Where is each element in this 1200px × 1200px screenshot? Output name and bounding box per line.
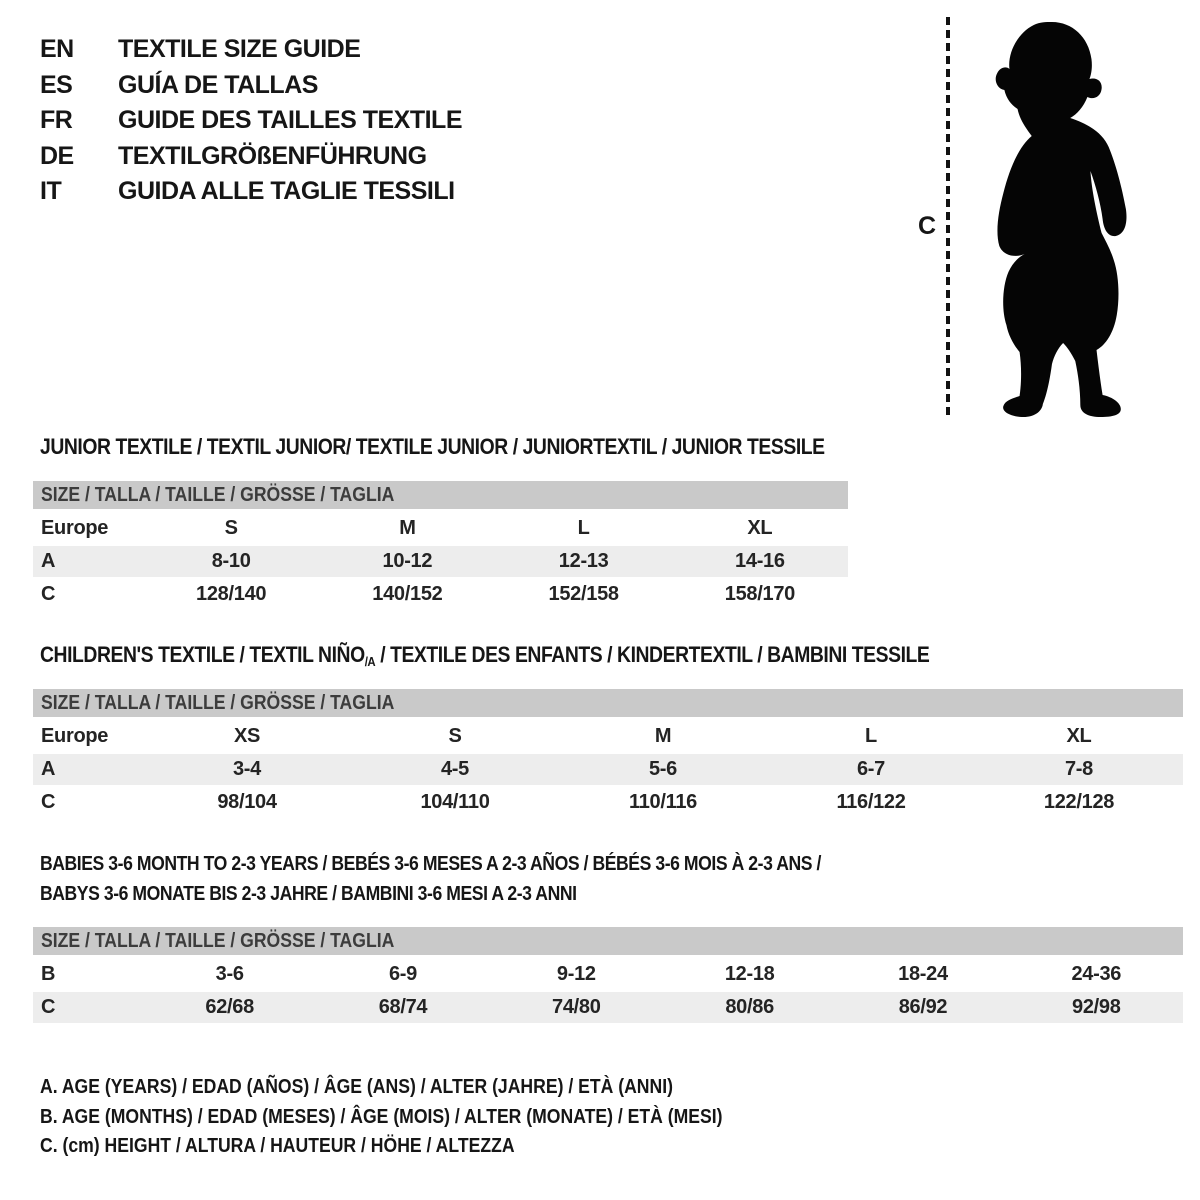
table-cell: 12-18	[724, 963, 775, 985]
size-header-text: SIZE / TALLA / TAILLE / GRÖSSE / TAGLIA	[41, 691, 395, 714]
language-list	[40, 32, 462, 210]
row-label: B	[41, 963, 56, 985]
table-cell: 68/74	[378, 996, 428, 1018]
children-table	[33, 689, 1183, 820]
size-header-text: SIZE / TALLA / TAILLE / GRÖSSE / TAGLIA	[41, 483, 395, 506]
legend-line-c	[40, 1132, 816, 1162]
table-cell: 6-7	[856, 758, 885, 780]
table-cell: 122/128	[1043, 791, 1115, 813]
table-row	[33, 721, 1183, 752]
children-title-prefix: CHILDREN'S TEXTILE / TEXTIL NIÑO	[40, 642, 365, 667]
junior-title-text: JUNIOR TEXTILE / TEXTIL JUNIOR/ TEXTILE JUNIOR / JUNIORTEXTIL / JUNIOR TESSILE	[40, 434, 825, 459]
row-label: C	[41, 791, 56, 813]
children-size-header	[33, 689, 1183, 717]
table-cell: 104/110	[420, 791, 490, 813]
row-label: C	[41, 583, 56, 605]
table-cell: M	[399, 517, 416, 539]
table-cell: 8-10	[211, 550, 251, 572]
row-label: Europe	[41, 517, 109, 539]
legend-text: A. AGE (YEARS) / EDAD (AÑOS) / ÂGE (ANS) / ALTER (JAHRE) / ETÀ (ANNI)	[40, 1076, 673, 1099]
legend-line-b	[40, 1103, 816, 1133]
table-cell: 74/80	[552, 996, 601, 1018]
table-cell: 18-24	[898, 963, 948, 985]
table-row	[33, 546, 848, 577]
language-code: DE	[40, 141, 74, 170]
babies-title-line2: BABYS 3-6 MONATE BIS 2-3 JAHRE / BAMBINI 3-6 MESI A 2-3 ANNI	[40, 883, 577, 905]
baby-silhouette	[973, 17, 1135, 417]
table-cell: 62/68	[205, 996, 254, 1018]
language-code: ES	[40, 70, 73, 99]
legend-line-a	[40, 1073, 816, 1103]
babies-table	[33, 927, 1183, 1025]
language-row-fr	[40, 103, 462, 139]
table-cell: 9-12	[556, 963, 596, 985]
baby-silhouette-path	[996, 22, 1127, 417]
table-cell: M	[654, 725, 672, 747]
table-cell: L	[577, 517, 590, 539]
table-cell: 152/158	[548, 583, 619, 605]
language-row-de	[40, 139, 462, 175]
language-row-it	[40, 174, 462, 210]
table-row	[33, 959, 1183, 990]
table-row	[33, 579, 848, 610]
legend	[40, 1073, 816, 1162]
row-label: C	[41, 996, 56, 1018]
language-code: FR	[40, 106, 73, 135]
language-code: EN	[40, 35, 74, 64]
table-row	[33, 787, 1183, 818]
language-title: GUÍA DE TALLAS	[118, 70, 318, 99]
table-cell: 10-12	[382, 550, 433, 572]
height-dashed-line	[946, 17, 950, 417]
legend-text: C. (cm) HEIGHT / ALTURA / HAUTEUR / HÖHE / ALTEZZA	[40, 1135, 515, 1158]
table-cell: 14-16	[735, 550, 785, 572]
table-cell: 140/152	[372, 583, 443, 605]
babies-title-line1: BABIES 3-6 MONTH TO 2-3 YEARS / BEBÉS 3-6 MESES A 2-3 AÑOS / BÉBÉS 3-6 MOIS À 2-3 ANS /	[40, 853, 821, 875]
table-cell: S	[224, 517, 238, 539]
row-label: Europe	[41, 725, 109, 747]
language-row-es	[40, 68, 462, 104]
table-cell: 80/86	[725, 996, 774, 1018]
junior-size-header	[33, 481, 848, 509]
junior-table	[33, 481, 848, 612]
table-cell: 24-36	[1071, 963, 1122, 985]
table-cell: 86/92	[898, 996, 948, 1018]
language-title: TEXTILE SIZE GUIDE	[118, 35, 361, 64]
row-label: A	[41, 550, 56, 572]
table-cell: 110/116	[629, 791, 697, 813]
babies-title	[40, 849, 927, 909]
table-cell: XL	[1066, 725, 1092, 747]
children-title	[40, 642, 1051, 669]
table-row	[33, 992, 1183, 1023]
table-cell: 116/122	[836, 791, 906, 813]
size-header-text: SIZE / TALLA / TAILLE / GRÖSSE / TAGLIA	[41, 929, 395, 952]
table-cell: 4-5	[440, 758, 469, 780]
legend-text: B. AGE (MONTHS) / EDAD (MESES) / ÂGE (MOIS) / ALTER (MONATE) / ETÀ (MESI)	[40, 1105, 723, 1128]
language-title: TEXTILGRÖßENFÜHRUNG	[118, 141, 427, 170]
table-row	[33, 513, 848, 544]
language-title: GUIDA ALLE TAGLIE TESSILI	[118, 177, 455, 206]
height-measure-label: C	[917, 212, 937, 240]
table-cell: 92/98	[1072, 996, 1121, 1018]
table-cell: 5-6	[648, 758, 677, 780]
table-cell: 3-4	[232, 758, 261, 780]
table-cell: 158/170	[724, 583, 795, 605]
table-row	[33, 754, 1183, 785]
children-title-subscript: /A	[364, 654, 376, 669]
table-cell: XS	[233, 725, 261, 747]
row-label: A	[41, 758, 56, 780]
children-title-suffix: / TEXTILE DES ENFANTS / KINDERTEXTIL / BAMBINI TESSILE	[375, 642, 930, 667]
language-code: IT	[40, 177, 62, 206]
table-cell: 6-9	[388, 963, 417, 985]
table-cell: 128/140	[196, 583, 267, 605]
babies-size-header	[33, 927, 1183, 955]
language-row-en	[40, 32, 462, 68]
language-title: GUIDE DES TAILLES TEXTILE	[118, 106, 463, 135]
table-cell: XL	[747, 517, 773, 539]
table-cell: S	[448, 725, 462, 747]
table-cell: 3-6	[215, 963, 244, 985]
junior-title	[40, 434, 932, 460]
table-cell: 12-13	[558, 550, 609, 572]
table-cell: 7-8	[1064, 758, 1093, 780]
table-cell: 98/104	[217, 791, 277, 813]
children-title-text	[40, 642, 929, 669]
table-cell: L	[865, 725, 877, 747]
